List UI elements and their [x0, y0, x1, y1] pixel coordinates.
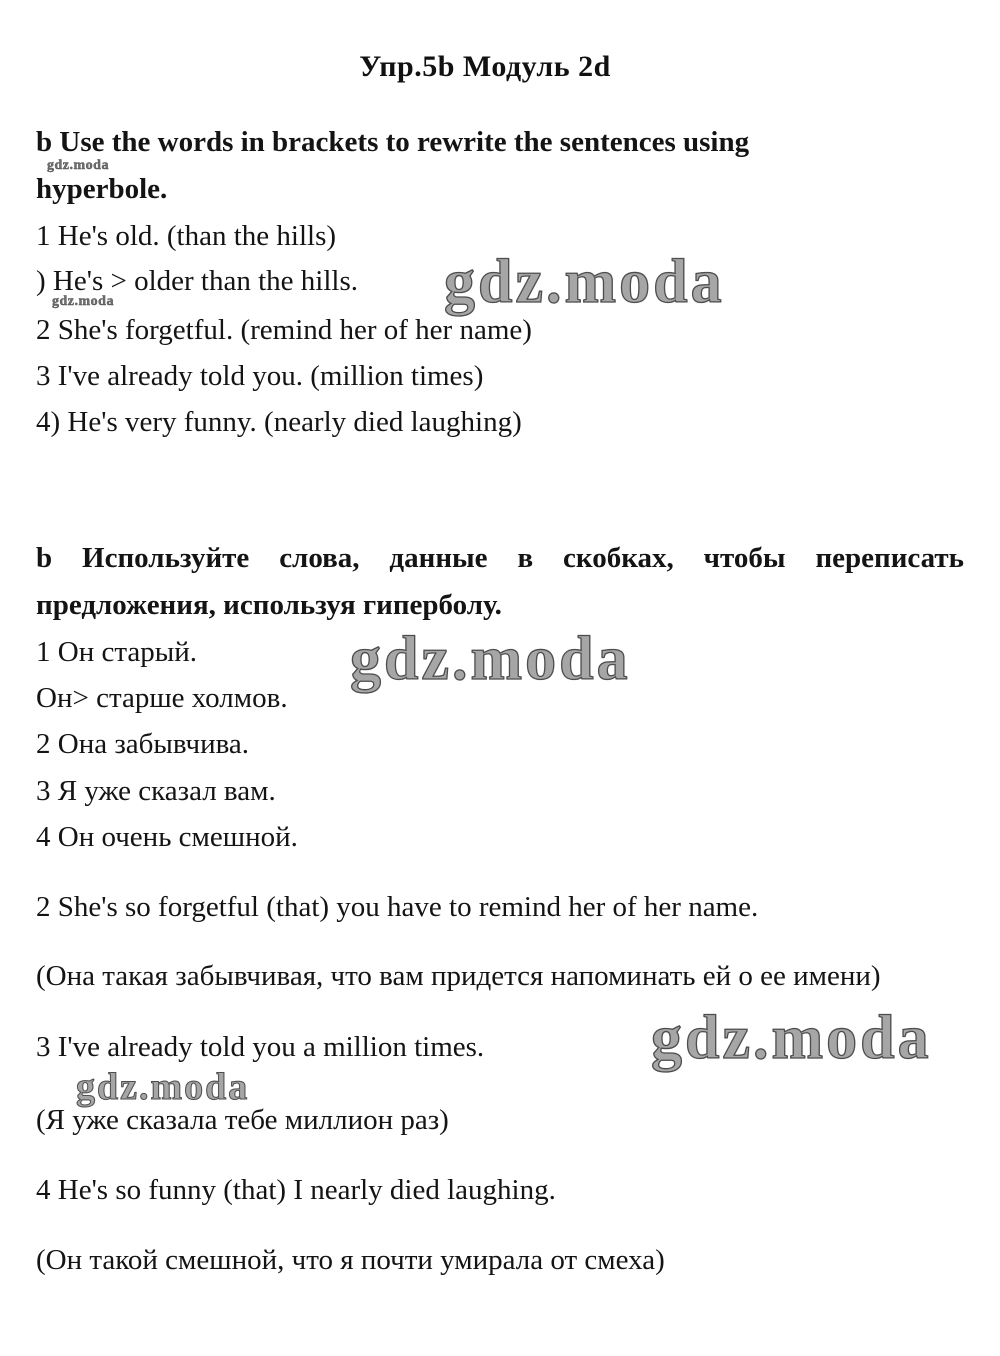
- answer-4-ru: (Он такой смешной, что я почти умирала от смеха): [36, 1244, 665, 1276]
- task-ru-item-1: 1 Он старый.: [36, 636, 197, 668]
- task-ru-heading-line1: b Используйте слова, данные в скобках, чтобы переписать: [36, 542, 964, 574]
- task-en-heading-line2: hyperbole.: [36, 173, 168, 205]
- task-en-item-2: 2 She's forgetful. (remind her of her name): [36, 314, 532, 346]
- exercise-title: Упр.5b Модуль 2d: [359, 50, 611, 83]
- watermark-small-1: gdz.moda: [47, 158, 109, 173]
- task-ru-item-2: 2 Она забывчива.: [36, 728, 250, 760]
- answer-2-en: 2 She's so forgetful (that) you have to remind her of her name.: [36, 891, 759, 923]
- task-ru-item-answer: Он> старше холмов.: [36, 682, 288, 714]
- task-ru-item-4: 4 Он очень смешной.: [36, 821, 298, 853]
- task-en-item-1: 1 He's old. (than the hills): [36, 220, 337, 252]
- watermark-big-3: gdz.moda: [651, 1004, 932, 1072]
- task-en-heading-line1: b Use the words in brackets to rewrite the sentences using: [36, 126, 750, 158]
- task-en-item-answer: ) He's > older than the hills.: [36, 265, 358, 297]
- watermark-small-2: gdz.moda: [52, 294, 114, 309]
- answer-3-ru: (Я уже сказала тебе миллион раз): [36, 1104, 449, 1136]
- answer-4-en: 4 He's so funny (that) I nearly died laughing.: [36, 1174, 556, 1206]
- task-ru-heading-line2: предложения, используя гиперболу.: [36, 589, 502, 621]
- watermark-big-1: gdz.moda: [444, 248, 725, 316]
- answer-2-ru: (Она такая забывчивая, что вам придется напоминать ей о ее имени): [36, 960, 881, 992]
- task-en-item-3: 3 I've already told you. (million times): [36, 360, 484, 392]
- task-ru-item-3: 3 Я уже сказал вам.: [36, 775, 276, 807]
- task-en-item-4: 4) He's very funny. (nearly died laughing): [36, 406, 522, 438]
- watermark-medium: gdz.moda: [76, 1066, 250, 1108]
- answer-3-en: 3 I've already told you a million times.: [36, 1031, 485, 1063]
- watermark-big-2: gdz.moda: [350, 625, 631, 693]
